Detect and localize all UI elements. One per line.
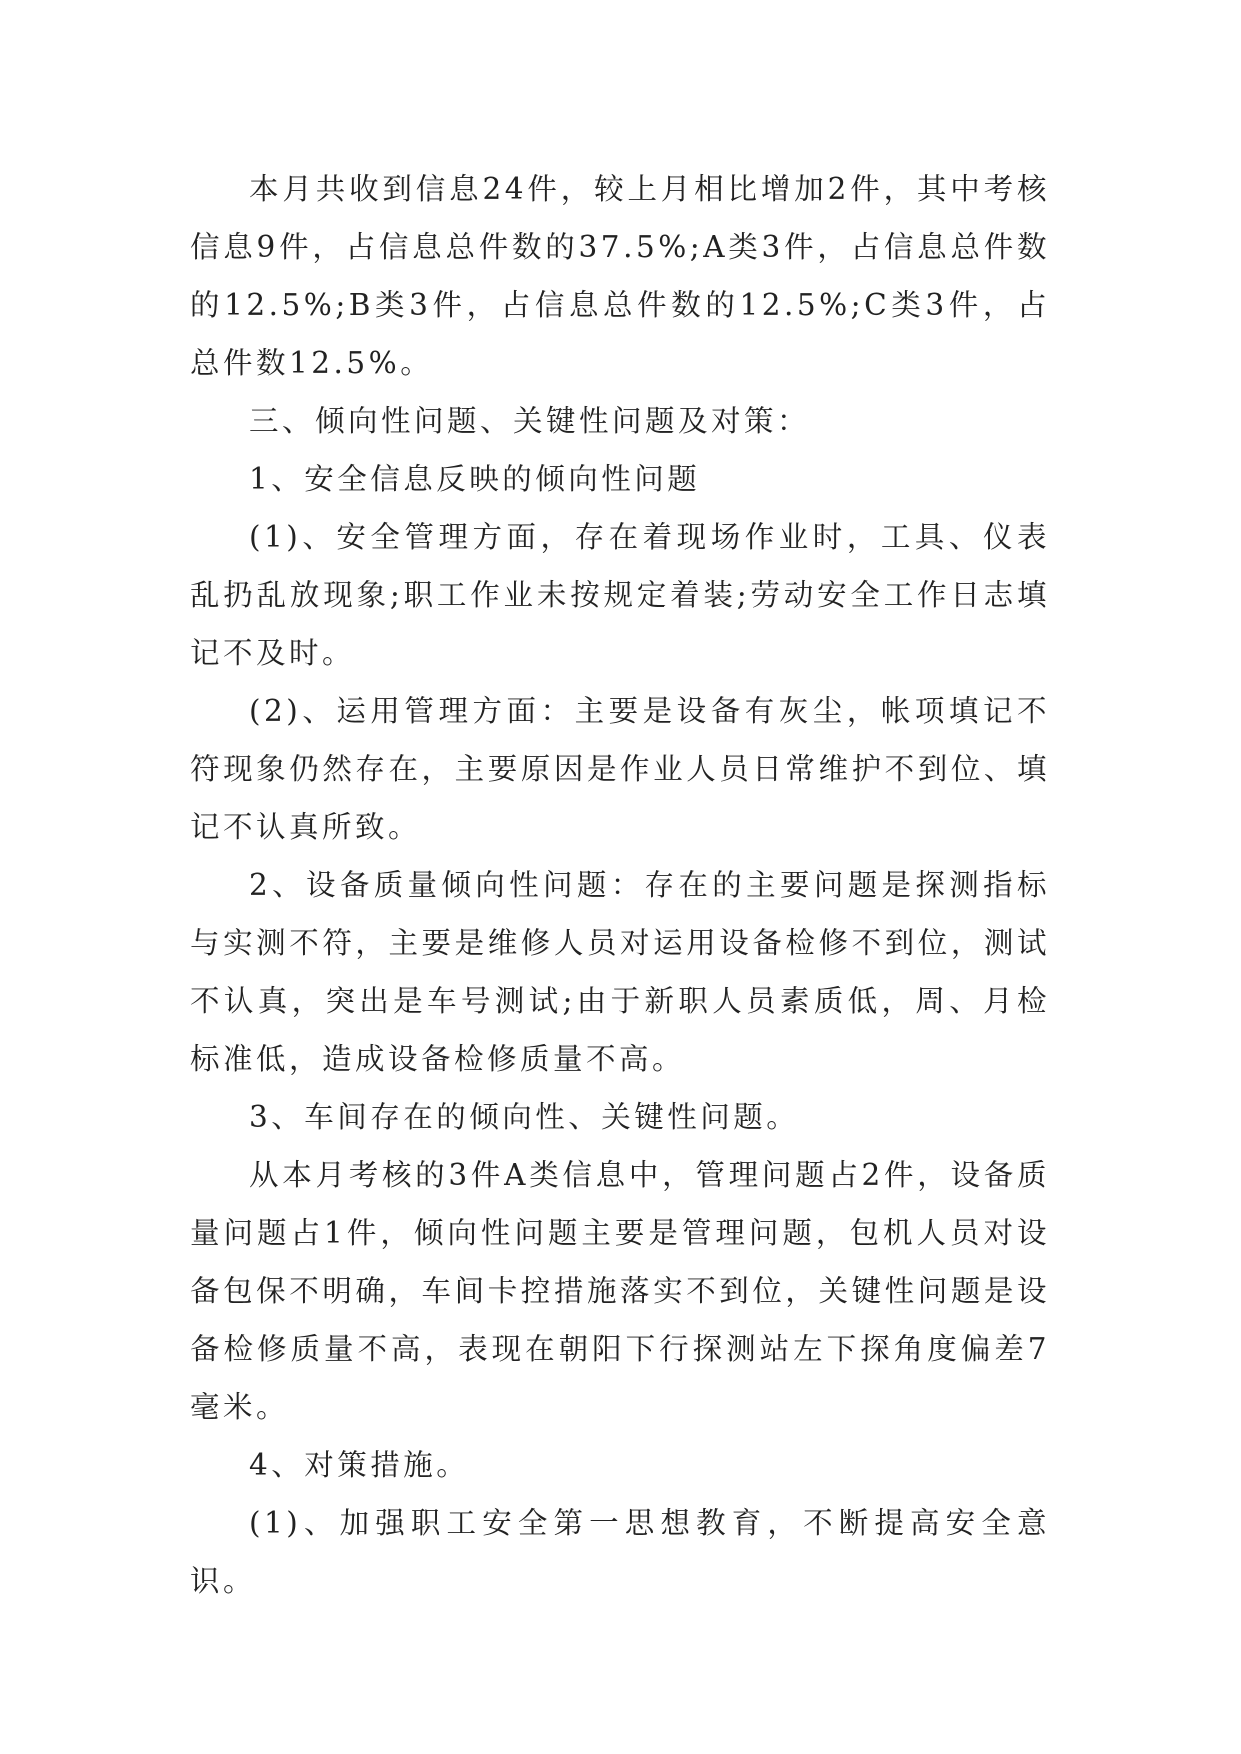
document-body — [190, 160, 1050, 1610]
paragraph-monthly-summary: 本月共收到信息24件，较上月相比增加2件，其中考核信息9件，占信息总件数的37.5%;A类3件，占信息总件数的12.5%;B类3件，占信息总件数的12.5%;C类3件，占总件数12.5%。 — [190, 172, 1050, 380]
paragraph-equipment-quality: 2、设备质量倾向性问题：存在的主要问题是探测指标与实测不符，主要是维修人员对运用设备检修不到位，测试不认真，突出是车号测试;由于新职人员素质低，周、月检标准低，造成设备检修质量不高。 — [190, 868, 1050, 1076]
paragraph-safety-management: (1)、安全管理方面，存在着现场作业时，工具、仪表乱扔乱放现象;职工作业未按规定着装;劳动安全工作日志填记不及时。 — [190, 520, 1050, 670]
heading-countermeasures: 4、对策措施。 — [249, 1448, 470, 1482]
heading-safety-info-issues: 1、安全信息反映的倾向性问题 — [249, 462, 701, 496]
paragraph-workshop-assessment: 从本月考核的3件A类信息中，管理问题占2件，设备质量问题占1件，倾向性问题主要是管理问题，包机人员对设备包保不明确，车间卡控措施落实不到位，关键性问题是设备检修质量不高，表现在朝阳下行探测站左下探角度偏差7毫米。 — [190, 1158, 1050, 1424]
heading-section-three: 三、倾向性问题、关键性问题及对策： — [249, 404, 811, 438]
paragraph-operation-management: (2)、运用管理方面：主要是设备有灰尘，帐项填记不符现象仍然存在，主要原因是作业人员日常维护不到位、填记不认真所致。 — [190, 694, 1050, 844]
heading-workshop-issues: 3、车间存在的倾向性、关键性问题。 — [249, 1100, 800, 1134]
paragraph-countermeasure-1: (1)、加强职工安全第一思想教育，不断提高安全意识。 — [190, 1506, 1050, 1598]
